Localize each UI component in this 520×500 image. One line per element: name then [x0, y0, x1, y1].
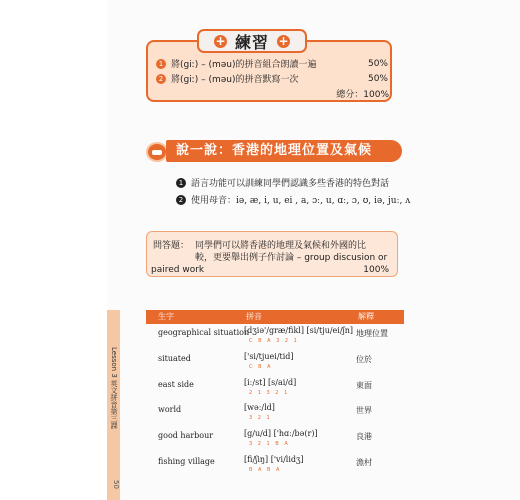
question-label: 問答題：	[153, 241, 190, 251]
vocab-ipa: [dʒiə'/græ/fikl] [si/tju/ei/ʃn]	[244, 326, 353, 335]
question-line: paired work	[151, 265, 205, 275]
side-tab-label: Lesson 3 英文拼音第三課	[110, 346, 118, 429]
syllable-marks: 2 1 3 2 1	[249, 390, 290, 396]
vocab-meaning: 漁村	[356, 458, 372, 467]
syllable-marks: C B A	[249, 364, 273, 370]
bullet-item	[176, 193, 410, 206]
header-word: 生字	[158, 312, 174, 321]
plus-circle-icon: +	[278, 33, 289, 48]
vocab-ipa: [iː/st] [s/ai/d]	[244, 378, 297, 387]
vocab-word: world	[158, 405, 182, 414]
speech-icon	[146, 142, 168, 162]
bullet-number: 1	[176, 178, 186, 188]
vocab-word: situated	[158, 354, 191, 363]
vocab-meaning: 位於	[356, 355, 372, 364]
vocab-word: geographical situation	[158, 328, 250, 337]
vocab-meaning: 東面	[356, 381, 372, 390]
vocab-row	[146, 451, 404, 481]
question-percent: 100%	[363, 265, 389, 275]
practice-title	[197, 29, 307, 53]
question-line: 較，更要舉出例子作討論 – group discusion or	[195, 253, 388, 263]
header-ipa: 拼音	[246, 312, 262, 321]
syllable-marks: 3 2 1	[249, 415, 272, 421]
vocab-meaning: 世界	[356, 406, 372, 415]
question-line: 同學們可以將香港的地理及氣候和外國的比	[195, 241, 367, 251]
bullet-text: 使用母音：iə, æ, i, u, ei , a, ɔː, u, ɑː, ɔ, ʊ, iə, juː, ʌ	[191, 196, 411, 206]
vocab-ipa: [wəː/ld]	[244, 403, 275, 412]
vocab-word: good harbour	[158, 431, 214, 440]
bullet-number: 2	[176, 195, 186, 205]
vocab-word: fishing village	[158, 457, 215, 466]
practice-total: 總分：100%	[336, 90, 389, 100]
bullet-text: 語言功能可以訓練同學們認識多些香港的特色對話	[191, 179, 390, 189]
page-number: 50	[112, 480, 120, 489]
practice-item	[156, 57, 388, 70]
syllable-marks: B A B A	[249, 467, 282, 473]
vocab-ipa: [fi/ʃiŋ] ['vi/lidʒ]	[244, 455, 304, 464]
practice-item-text: 將(giː) – (məu)的拼音默寫一次	[171, 75, 299, 85]
practice-item-percent: 50%	[367, 58, 388, 69]
vocab-meaning: 地理位置	[356, 329, 388, 338]
item-number: 1	[156, 59, 166, 69]
practice-item	[156, 72, 388, 85]
bullet-item	[176, 176, 389, 189]
vocab-ipa: [g/u/d] ['hɑː/bə(r)]	[244, 429, 318, 438]
plus-circle-icon: +	[215, 33, 226, 48]
vocab-meaning: 良港	[356, 432, 372, 441]
practice-title-text: 練習	[234, 32, 269, 52]
header-meaning: 解釋	[358, 312, 374, 321]
practice-item-percent: 50%	[367, 73, 388, 84]
syllable-marks: 3 2 1 B A	[249, 441, 290, 447]
section-heading: 說一說：香港的地理位置及氣候	[166, 140, 402, 162]
vocab-ipa: ['si/tjuei/tid]	[244, 352, 294, 361]
practice-item-text: 將(giː) – (məu)的拼音組合朗讀一遍	[171, 60, 317, 70]
vocab-word: east side	[158, 380, 194, 389]
item-number: 2	[156, 74, 166, 84]
question-box	[146, 231, 398, 277]
syllable-marks: C B A 3 2 1	[249, 338, 299, 344]
